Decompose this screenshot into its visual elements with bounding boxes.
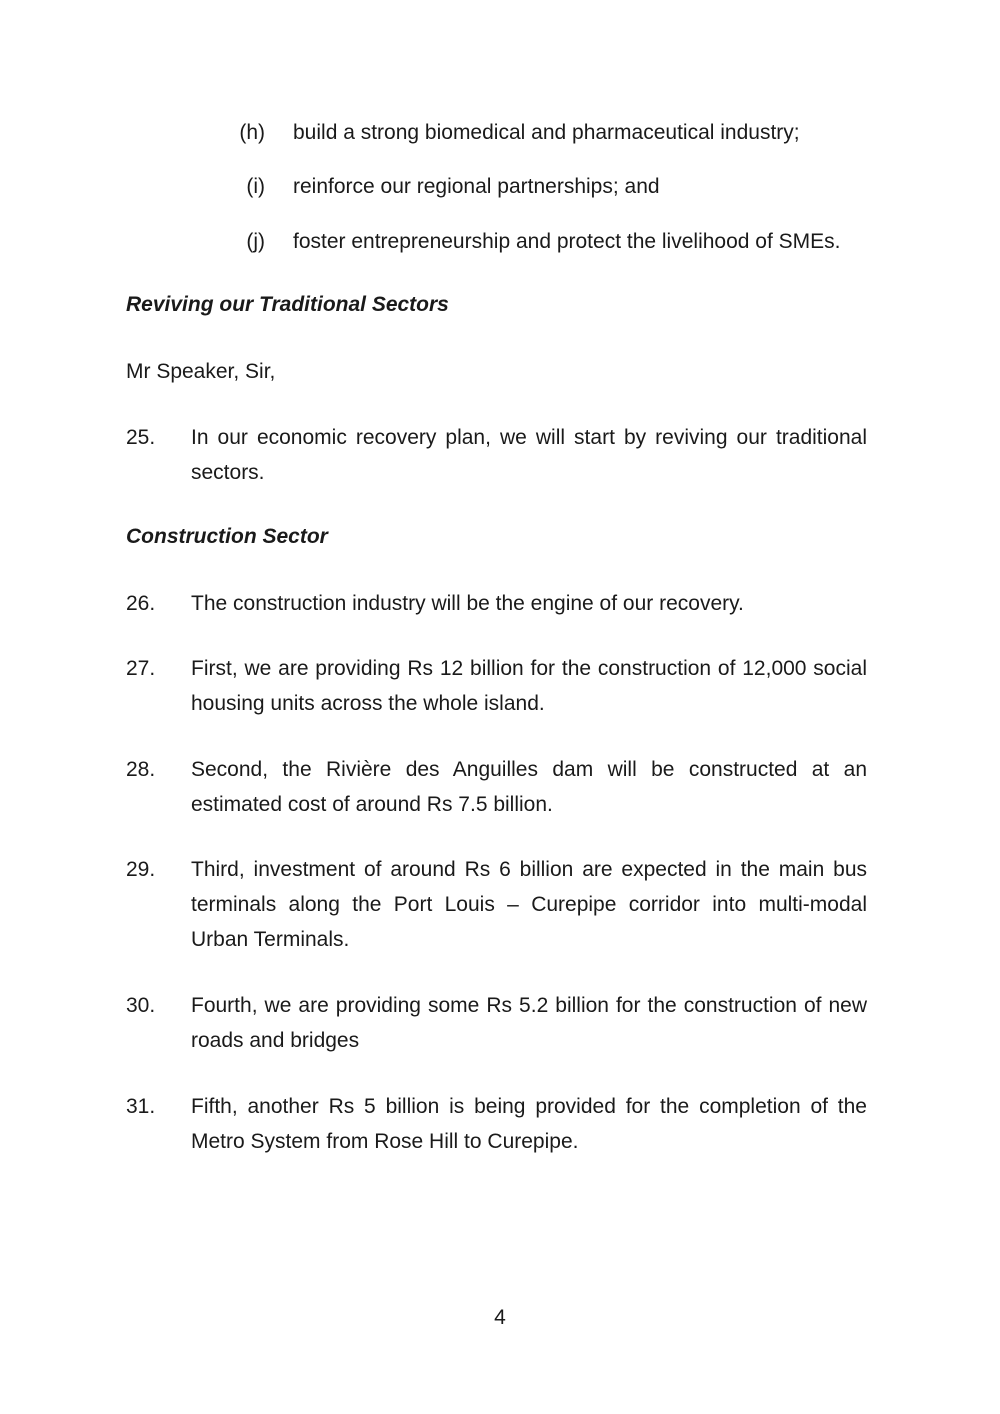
- paragraph-text: Third, investment of around Rs 6 billion are expected in the main bus terminals along the Port Louis – Curepipe corridor into multi-modal Urban Terminals.: [191, 858, 867, 951]
- paragraph-text: Fifth, another Rs 5 billion is being provided for the completion of the Metro System from Rose Hill to Curepipe.: [191, 1095, 867, 1153]
- paragraph-28: [126, 752, 867, 822]
- paragraph-25: [126, 420, 867, 490]
- list-item-text: foster entrepreneurship and protect the livelihood of SMEs.: [293, 230, 841, 253]
- list-marker: (j): [246, 230, 265, 253]
- paragraph-text: Second, the Rivière des Anguilles dam will be constructed at an estimated cost of around Rs 7.5 billion.: [191, 758, 867, 816]
- list-item-h: [200, 118, 880, 148]
- paragraph-number: 30.: [126, 994, 156, 1017]
- section-heading-construction-sector: Construction Sector: [126, 525, 328, 548]
- salutation: Mr Speaker, Sir,: [126, 360, 276, 383]
- list-item-text: build a strong biomedical and pharmaceutical industry;: [293, 121, 800, 144]
- paragraph-text: Fourth, we are providing some Rs 5.2 billion for the construction of new roads and bridges: [191, 994, 867, 1052]
- list-marker: (i): [246, 175, 265, 198]
- paragraph-number: 26.: [126, 592, 156, 615]
- section-heading-traditional-sectors: Reviving our Traditional Sectors: [126, 293, 449, 316]
- paragraph-number: 28.: [126, 758, 156, 781]
- paragraph-text: First, we are providing Rs 12 billion for the construction of 12,000 social housing units across the whole island.: [191, 657, 867, 715]
- paragraph-27: [126, 651, 867, 721]
- list-item-i: [200, 172, 880, 202]
- paragraph-number: 31.: [126, 1095, 156, 1118]
- paragraph-number: 29.: [126, 858, 156, 881]
- page-number: 4: [494, 1306, 506, 1329]
- paragraph-number: 25.: [126, 426, 156, 449]
- paragraph-30: [126, 988, 867, 1058]
- paragraph-29: [126, 852, 867, 957]
- paragraph-number: 27.: [126, 657, 156, 680]
- paragraph-31: [126, 1089, 867, 1159]
- paragraph-text: In our economic recovery plan, we will start by reviving our traditional sectors.: [191, 426, 867, 484]
- list-marker: (h): [239, 121, 265, 144]
- paragraph-text: The construction industry will be the engine of our recovery.: [191, 592, 744, 615]
- list-item-text: reinforce our regional partnerships; and: [293, 175, 660, 198]
- paragraph-26: [126, 586, 867, 621]
- list-item-j: [200, 227, 880, 257]
